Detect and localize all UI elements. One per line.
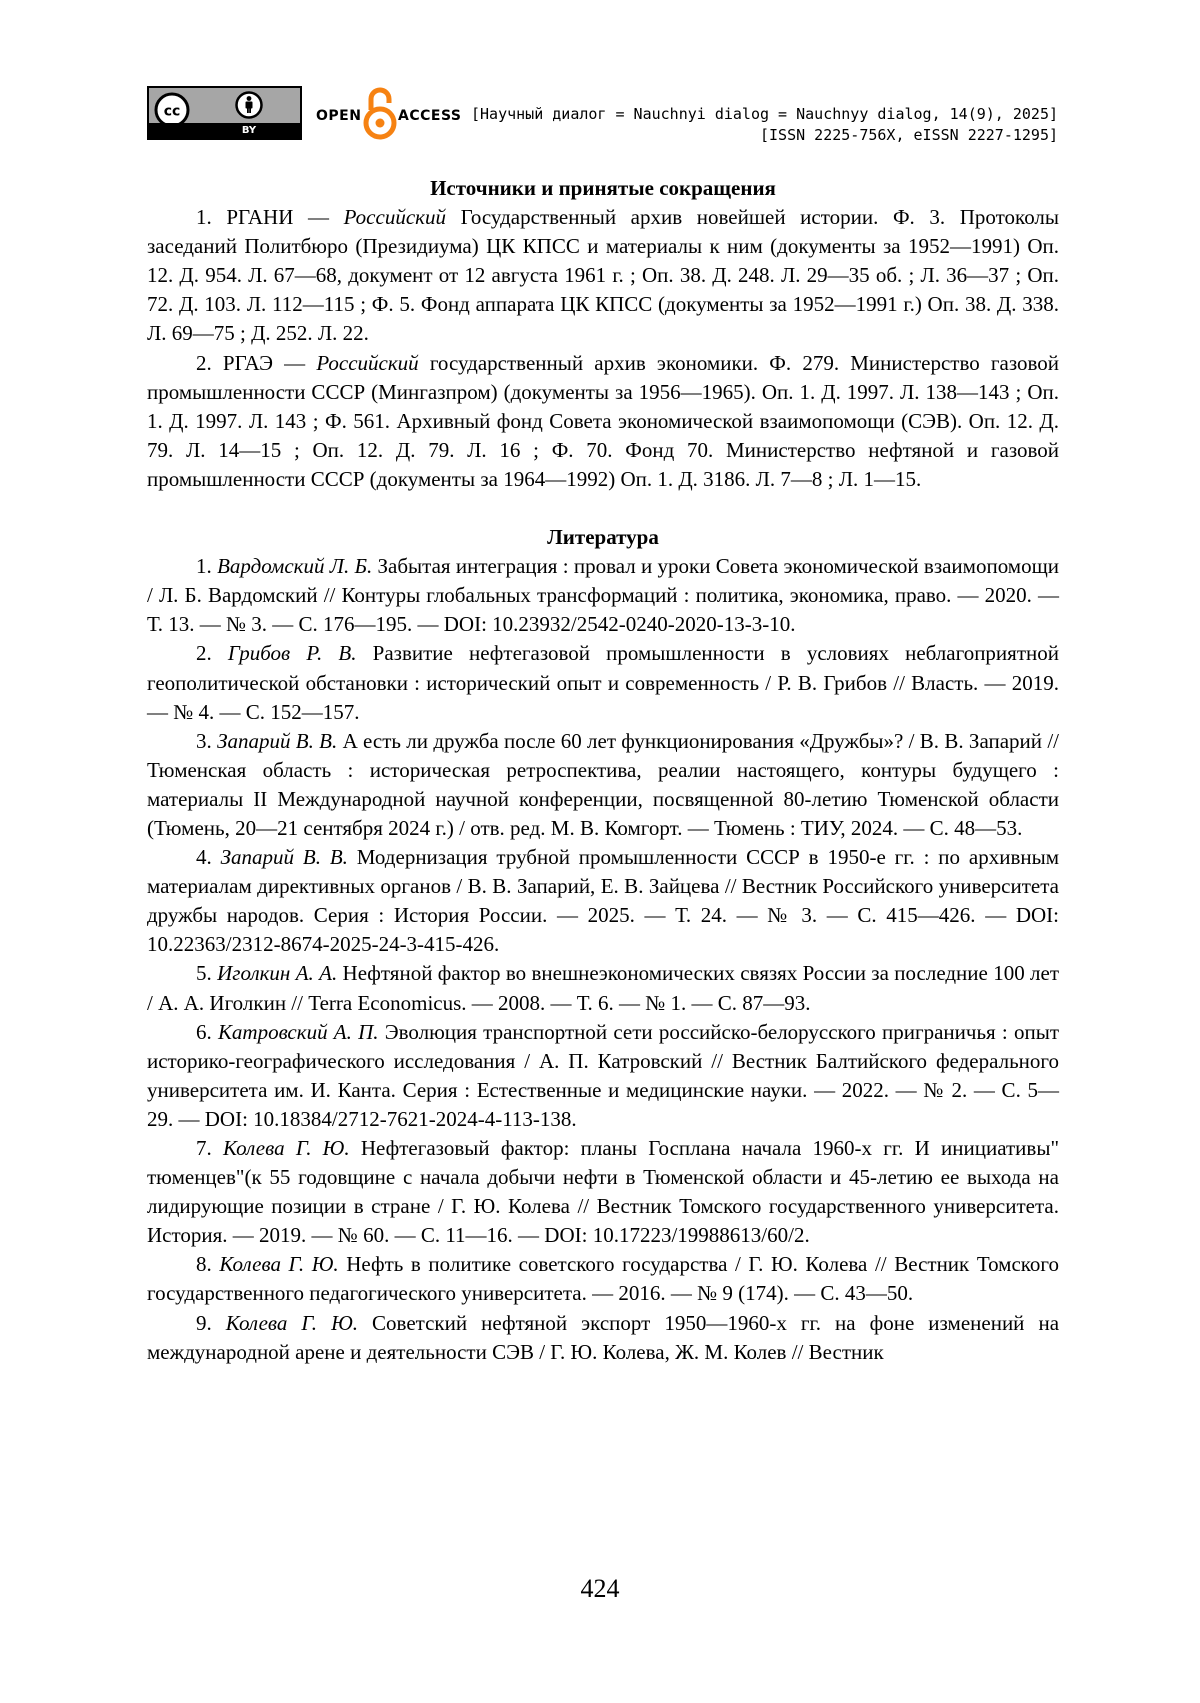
source-entry: 1. РГАНИ — Российский Государственный архив новейшей истории. Ф. 3. Протоколы заседаний Политбюро (Президиума) ЦК КПСС и материалы к ним (документы за 1952—1991) Оп. 12. Д. 954. Л. 67—68, документ от 12 августа 1961 г. ; Оп. 38. Д. 248. Л. 29—35 об. ; Л. 36—37 ; Оп. 72. Д. 103. Л. 112—115 ; Ф. 5. Фонд аппарата ЦК КПСС (документы за 1952—1991 г.) Оп. 38. Д. 338. Л. 69—75 ; Д. 252. Л. 22. <box>147 205 1060 346</box>
attribution-icon <box>235 91 263 119</box>
reference-entry: 9. Колева Г. Ю. Советский нефтяной экспорт 1950—1960-х гг. на фоне изменений на международной арене и деятельности СЭВ / Г. Ю. Колева, Ж. М. Колев // Вестник <box>147 1310 1060 1364</box>
license-by-label: BY <box>241 125 257 136</box>
reference-entry: 6. Катровский А. П. Эволюция транспортной сети российско-белорусского приграничья : опыт историко-географического исследования / А. П. Катровский // Вестник Балтийского федерального университета им. И. Канта. Серия : Естественные и медицинские науки. — 2022. — № 2. — С. 5—29. — DOI: 10.18384/2712-7621-2024-4-113-138. <box>147 1019 1060 1131</box>
cc-by-license-badge <box>147 86 302 140</box>
open-access-lock-icon <box>362 84 398 142</box>
reference-entry: 8. Колева Г. Ю. Нефть в политике советского государства / Г. Ю. Колева // Вестник Томского государственного педагогического университета. — 2016. — № 9 (174). — С. 43—50. <box>147 1252 1060 1306</box>
reference-entry: 5. Иголкин А. А. Нефтяной фактор во внешнеэкономических связях России за последние 100 лет / А. А. Иголкин // Terra Economicus. — 2008. — Т. 6. — № 1. — С. 87—93. <box>147 961 1060 1015</box>
article-body <box>147 174 1059 1367</box>
reference-entry: 2. Грибов Р. В. Развитие нефтегазовой промышленности в условиях неблагоприятной геополитической обстановки : исторический опыт и современность / Р. В. Грибов // Власть. — 2019. — № 4. — С. 152—157. <box>147 641 1059 724</box>
svg-text:cc: cc <box>163 103 181 120</box>
reference-entry: 1. Вардомский Л. Б. Забытая интеграция : провал и уроки Совета экономической взаимопомощи / Л. Б. Вардомский // Контуры глобальных трансформаций : политика, экономика, право. — 2020. — Т. 13. — № 3. — С. 176—195. — DOI: 10.23932/2542-0240-2020-13-3-10. <box>147 554 1059 637</box>
page-number: 424 <box>580 1574 620 1603</box>
sources-heading: Источники и принятые сокращения <box>430 176 776 200</box>
journal-citation-header <box>471 104 1058 146</box>
open-access-right-text: ACCESS <box>398 108 462 124</box>
literature-heading: Литература <box>547 525 659 550</box>
reference-entry: 3. Запарий В. В. А есть ли дружба после 60 лет функционирования «Дружбы»? / В. В. Запарий // Тюменская область : историческая ретроспектива, реалии настоящего, контуры будущего : материалы II Международной научной конференции, посвященной 80-летию Тюменской области (Тюмень, 20—21 сентября 2024 г.) / отв. ред. М. В. Комгорт. — Тюмень : ТИУ, 2024. — С. 48—53. <box>147 728 1060 840</box>
journal-title-line: [Научный диалог = Nauchnyi dialog = Nauchnyy dialog, 14(9), 2025] <box>471 105 1058 123</box>
source-entry: 2. РГАЭ — Российский государственный архив экономики. Ф. 279. Министерство газовой промышленности СССР (Мингазпром) (документы за 1956—1965). Оп. 1. Д. 1997. Л. 138—143 ; Оп. 1. Д. 1997. Л. 143 ; Ф. 561. Архивный фонд Совета экономической взаимопомощи (СЭВ). Оп. 12. Д. 79. Л. 14—15 ; Оп. 12. Д. 79. Л. 16 ; Ф. 70. Фонд 70. Министерство нефтяной и газовой промышленности СССР (документы за 1964—1992) Оп. 1. Д. 3186. Л. 7—8 ; Л. 1—15. <box>147 350 1060 491</box>
open-access-left-text: OPEN <box>316 108 362 124</box>
journal-issn-line: [ISSN 2225-756X, eISSN 2227-1295] <box>759 126 1058 144</box>
reference-entry: 4. Запарий В. В. Модернизация трубной промышленности СССР в 1950-е гг. : по архивным материалам директивных органов / В. В. Запарий, Е. В. Зайцева // Вестник Российского университета дружбы народов. Серия : История России. — 2025. — Т. 24. — № 3. — С. 415—426. — DOI: 10.22363/2312-8674-2025-24-3-415-426. <box>147 845 1060 957</box>
reference-entry: 7. Колева Г. Ю. Нефтегазовый фактор: планы Госплана начала 1960-х гг. И инициативы" тюменцев"(к 55 годовщине с начала добычи нефти в Тюменской области и 45-летию ее выхода на лидирующие позиции в стране / Г. Ю. Колева // Вестник Томского государственного университета. История. — 2019. — № 60. — С. 11—16. — DOI: 10.17223/19988613/60/2. <box>147 1136 1060 1248</box>
